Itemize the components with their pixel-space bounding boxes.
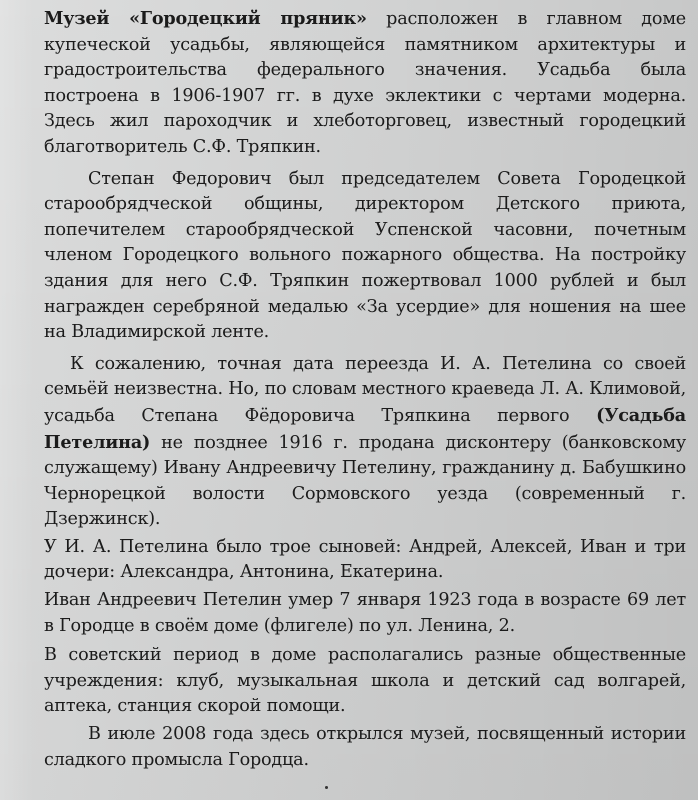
paragraph-petelin-death: Иван Андреевич Петелин умер 7 января 1923 года в возрасте 69 лет в Городце в своём доме (флигеле) по ул. Ленина, 2. (44, 590, 686, 636)
paragraph-museum-intro (44, 6, 686, 161)
paragraph-museum-opening: В июле 2008 года здесь открылся музей, посвященный истории сладкого промысла Городца. (44, 724, 686, 770)
petelin-text-after: не позднее 1916 г. продана дисконтеру (банковскому служащему) Ивану Андреевичу Петелину, гражданину д. Бабушкино Чернорецкой волости Сормовского уезда (современный г. Дзержинск). (44, 432, 686, 530)
petelin-estate-name: (Усадьба Петелина) (44, 404, 686, 453)
paragraph-petelin-purchase (44, 352, 686, 533)
museum-intro-text: расположен в главном доме купеческой усадьбы, являющейся памятником архитектуры и градостроительства федерального значения. Усадьба была построена в 1906-1907 гг. в духе эклектики с чертами модерна. Здесь жил пароходчик и хлеботорговец, известный городецкий благотворитель С.Ф. Тряпкин. (44, 9, 687, 157)
paragraph-petelin-children: У И. А. Петелина было трое сыновей: Андрей, Алексей, Иван и три дочери: Александра, Антонина, Екатерина. (44, 536, 686, 583)
museum-title: Музей «Городецкий пряник» (44, 8, 367, 29)
paper-spot (325, 786, 328, 789)
petelin-text-before: К сожалению, точная дата переезда И. А. Петелина со своей семьёй неизвестна. Но, по словам местного краеведа Л. А. Климовой, усадьба Степана Фёдоровича Тряпкина первого (44, 353, 686, 426)
paragraph-soviet-period: В советский период в доме располагались разные общественные учреждения: клуб, музыкальная школа и детский сад волгарей, аптека, станция скорой помощи. (44, 645, 686, 717)
paragraph-tryapkin-biography: Степан Федорович был председателем Совета Городецкой старообрядческой общины, директором Детского приюта, попечителем старообрядческой Успенской часовни, почетным членом Городецкого вольного пожарного общества. На постройку здания для него С.Ф. Тряпкин пожертвовал 1000 рублей и был награжден серебряной медалью «За усердие» для ношения на шее на Владимирской ленте. (44, 168, 686, 343)
paper-edge-shade (0, 0, 34, 800)
